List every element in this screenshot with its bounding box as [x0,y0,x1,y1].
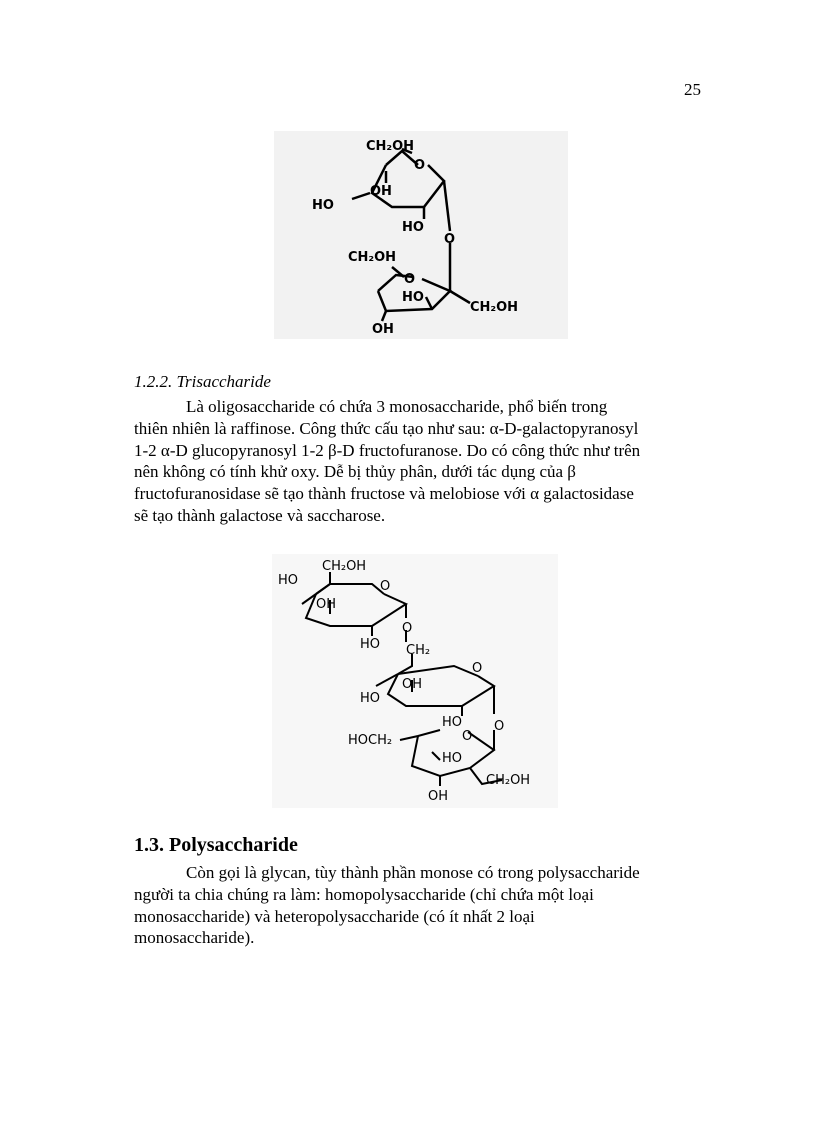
fig1-ring-oxygen-2: O [404,272,416,287]
fig2-link-oxygen-2: O [494,719,505,734]
fig2-ho-left: HO [278,573,299,588]
fig2-link-oxygen-1: O [402,621,413,636]
fig2-ch2: CH₂ [406,643,431,658]
paragraph-line: sẽ tạo thành galactose và saccharose. [134,505,386,525]
paragraph-line: Còn gọi là glycan, tùy thành phần monose có trong polysaccharide [186,863,640,882]
paragraph-line: thiên nhiên là raffinose. Công thức cấu tạo như sau: α-D-galactopyranosyl [134,418,639,438]
fig1-ho-2: HO [402,220,424,235]
paragraph-line: người ta chia chúng ra làm: homopolysaccharide (chỉ chứa một loại [134,884,594,904]
fig1-oh-1: OH [370,184,392,199]
fig1-ring-oxygen-1: O [414,158,426,173]
fig2-oh-bottom: OH [428,789,449,804]
section-1-2-2-paragraph [134,396,704,527]
fig2-ho-2: HO [360,691,381,706]
fig1-ch2oh-top: CH₂OH [366,139,415,154]
fig2-ring-oxygen-2: O [472,661,483,676]
fig1-link-oxygen: O [444,232,456,247]
fig2-hoch2: HOCH₂ [348,733,393,748]
fig2-oh-2: OH [402,677,423,692]
fig1-oh-bottom: OH [372,322,394,337]
fig2-oh-1: OH [316,597,337,612]
fig1-ho-3: HO [402,290,424,305]
fig2-ho-3: HO [442,715,463,730]
raffinose-structure-figure [272,554,558,808]
paragraph-line: nên không có tính khử oxy. Dễ bị thủy phân, dưới tác dụng của β [134,462,576,482]
paragraph-line: monosaccharide) và heteropolysaccharide (có ít nhất 2 loại [134,906,535,926]
paragraph-line: fructofuranosidase sẽ tạo thành fructose và melobiose với α galactosidase [134,484,634,504]
disaccharide-structure-diagram [274,131,568,339]
fig2-ch2oh-right: CH₂OH [486,773,531,788]
fig1-ho-1: HO [312,198,334,213]
paragraph-line: Là oligosaccharide có chứa 3 monosaccharide, phổ biến trong [186,397,608,416]
section-1-3-title: 1.3. Polysaccharide [134,834,298,856]
section-1-3-paragraph [134,862,704,949]
disaccharide-structure-figure [274,131,568,339]
fig2-ho-4: HO [442,751,463,766]
section-1-2-2-title: 1.2.2. Trisaccharide [134,372,271,391]
paragraph-line: 1-2 α-D glucopyranosyl 1-2 β-D fructofuranose. Do có công thức như trên [134,440,641,460]
fig2-ring-oxygen-1: O [380,579,391,594]
fig2-ho-1: HO [360,637,381,652]
fig1-ch2oh-right: CH₂OH [470,300,519,315]
page-number: 25 [684,80,701,99]
fig2-ch2oh-top: CH₂OH [322,559,367,574]
raffinose-structure-diagram [272,554,558,808]
paragraph-line: monosaccharide). [134,928,255,948]
fig1-ch2oh-mid: CH₂OH [348,250,397,265]
fig2-ring-oxygen-3: O [462,729,473,744]
